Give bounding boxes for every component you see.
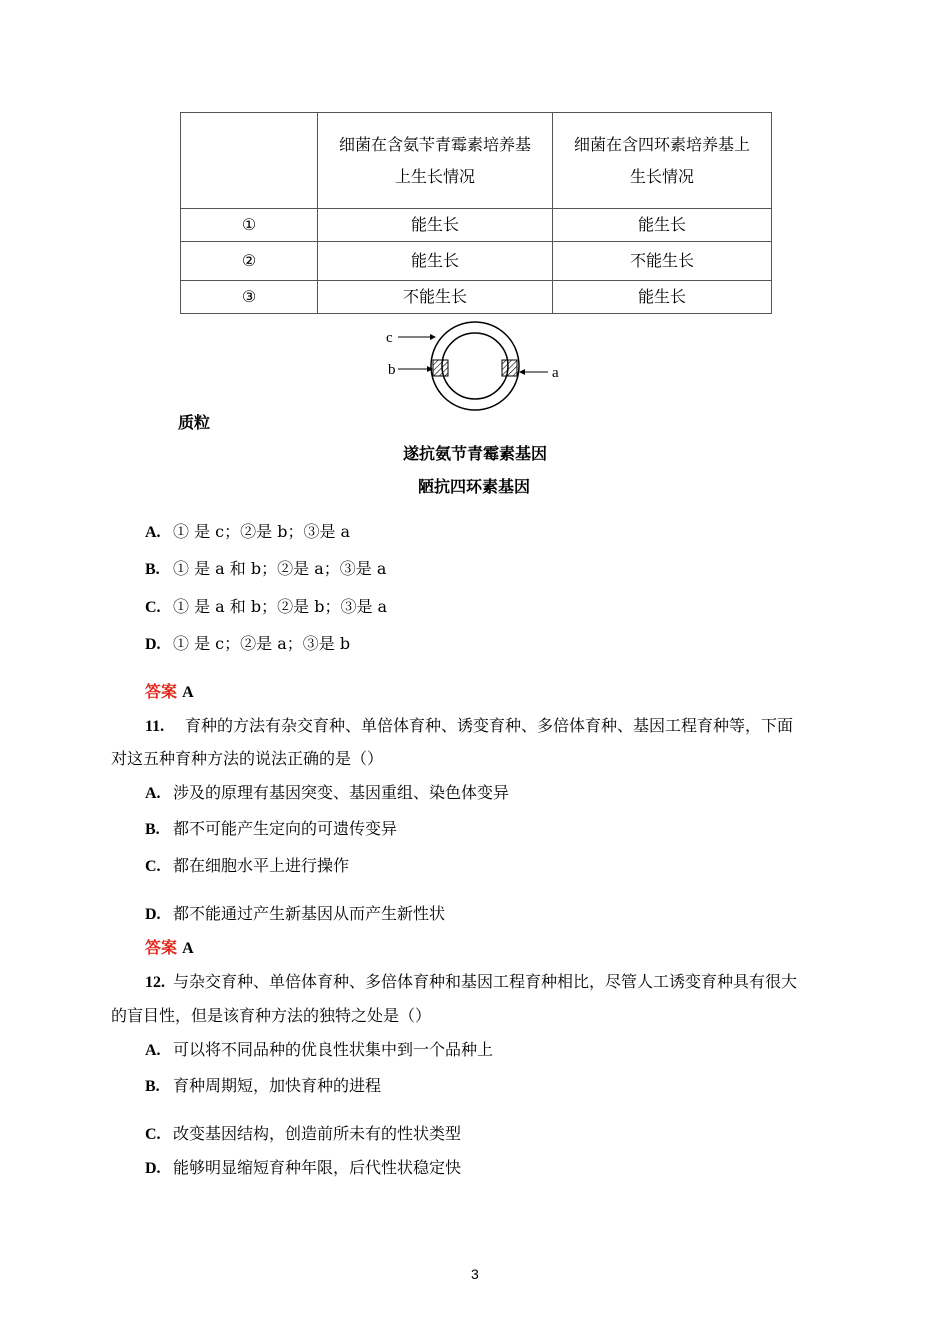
table-cell: ① xyxy=(181,209,318,242)
table-cell: 能生长 xyxy=(553,281,772,314)
table-cell: 不能生长 xyxy=(553,242,772,281)
header-line: 细菌在含氨苄青霉素培养基 xyxy=(338,134,531,154)
page-number: 3 xyxy=(471,1266,479,1282)
table-row xyxy=(181,242,772,281)
q11-option-c: C. 都在细胞水平上进行操作 xyxy=(145,856,350,875)
table-header-cell xyxy=(181,113,318,209)
header-line: 生长情况 xyxy=(629,166,694,186)
table-cell: ② xyxy=(181,242,318,281)
caption-tet-gene: 陋抗四环素基因 xyxy=(418,477,531,496)
q11-option-a: A. 涉及的原理有基因突变、基因重组、染色体变异 xyxy=(145,783,510,802)
table-cell: ③ xyxy=(181,281,318,314)
table-header-cell xyxy=(318,113,553,209)
q12-stem-line2: 的盲目性，但是该育种方法的独特之处是（） xyxy=(111,1006,432,1025)
label-c: c xyxy=(386,330,393,346)
q12-option-d: D. 能够明显缩短育种年限，后代性状稳定快 xyxy=(145,1158,462,1177)
table-header-cell xyxy=(553,113,772,209)
arrow-c-head xyxy=(430,334,436,340)
q11-option-d: D. 都不能通过产生新基因从而产生新性状 xyxy=(145,904,446,923)
label-b: b xyxy=(388,362,396,378)
table-row xyxy=(181,209,772,242)
q10-option-c: C. ① 是 a 和 b；②是 b；③是 a xyxy=(145,597,388,616)
q11-stem-line1: 11. 育种的方法有杂交育种、单倍体育种、诱变育种、多倍体育种、基因工程育种等，下面 xyxy=(145,716,794,735)
results-table xyxy=(180,112,772,314)
q11-option-b: B. 都不可能产生定向的可遗传变异 xyxy=(145,819,398,838)
table-cell: 能生长 xyxy=(318,242,553,281)
option-text: ① 是 c；②是 a；③是 b xyxy=(173,634,351,653)
option-text: ① 是 c；②是 b；③是 a xyxy=(173,522,351,541)
plasmid-diagram xyxy=(380,316,570,416)
q12-option-b: B. 育种周期短，加快育种的进程 xyxy=(145,1076,382,1095)
header-line: 细菌在含四环素培养基上 xyxy=(573,134,750,154)
gene-b-segment xyxy=(433,360,448,376)
q12-stem-line1: 12. 与杂交育种、单倍体育种、多倍体育种和基因工程育种相比，尽管人工诱变育种具有很大 xyxy=(145,972,798,991)
table-cell: 能生长 xyxy=(318,209,553,242)
q10-answer: 答案 A xyxy=(145,682,194,701)
plasmid-inner-ring xyxy=(442,333,508,399)
gene-a-segment xyxy=(502,360,517,376)
table-cell: 不能生长 xyxy=(318,281,553,314)
caption-plasmid: 质粒 xyxy=(178,413,211,432)
q11-answer: 答案 A xyxy=(145,938,194,957)
table-cell: 能生长 xyxy=(553,209,772,242)
q12-option-a: A. 可以将不同品种的优良性状集中到一个品种上 xyxy=(145,1040,494,1059)
arrow-b-head xyxy=(427,366,433,372)
q12-option-c: C. 改变基因结构，创造前所未有的性状类型 xyxy=(145,1124,462,1143)
q10-option-b: B. ① 是 a 和 b；②是 a；③是 a xyxy=(145,559,387,578)
header-line: 上生长情况 xyxy=(394,166,475,186)
q10-option-a: A. ① 是 c；②是 b；③是 a xyxy=(145,522,351,541)
table-row xyxy=(181,281,772,314)
q10-option-d: D. ① 是 c；②是 a；③是 b xyxy=(145,634,351,653)
arrow-a-head xyxy=(519,369,525,375)
option-text: ① 是 a 和 b；②是 a；③是 a xyxy=(173,559,387,578)
caption-amp-gene: 遂抗氨节青霉素基因 xyxy=(403,444,548,463)
label-a: a xyxy=(552,365,559,381)
q11-stem-line2: 对这五种育种方法的说法正确的是（） xyxy=(111,749,384,768)
option-text: ① 是 a 和 b；②是 b；③是 a xyxy=(173,597,388,616)
table-header-row xyxy=(181,113,772,209)
